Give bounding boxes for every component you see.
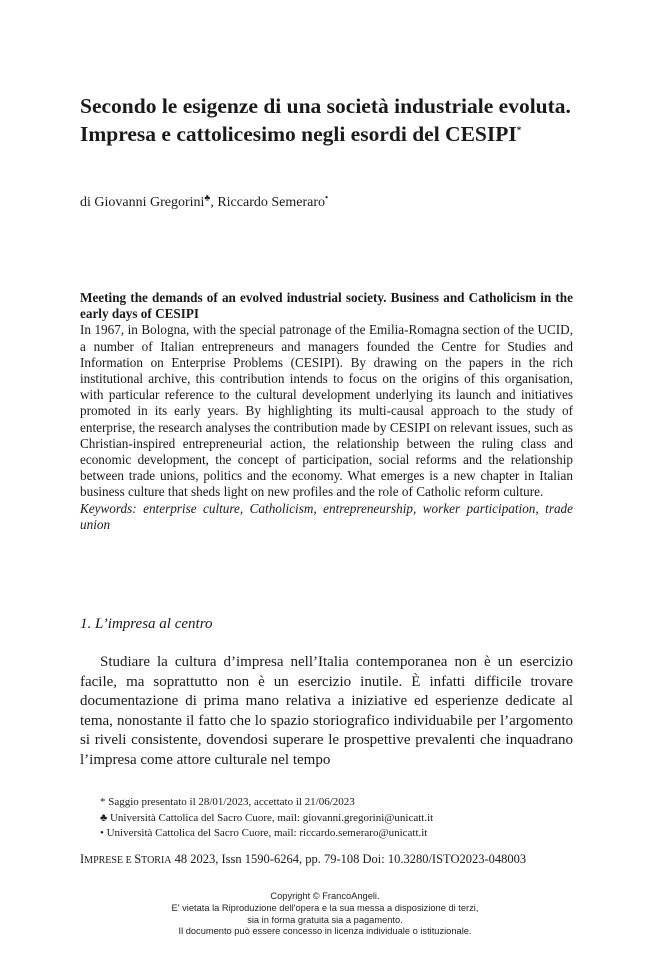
paper-title	[80, 92, 580, 148]
copyright-line-4: Il documento può essere concesso in licenza individuale o istituzionale.	[178, 926, 472, 937]
title-footnote-marker: *	[516, 124, 522, 135]
copyright-notice	[0, 891, 650, 938]
journal-details: 48 2023, Issn 1590-6264, pp. 79-108 Doi: 10.3280/ISTO2023-048003	[171, 852, 527, 866]
abstract	[80, 290, 573, 533]
footnote-submission: * Saggio presentato il 28/01/2023, accettato il 21/06/2023	[100, 796, 355, 808]
abstract-title: Meeting the demands of an evolved industrial society. Business and Catholicism in the early days of CESIPI	[80, 290, 573, 322]
author-name-2: Riccardo Semeraro	[217, 195, 326, 210]
author-1-marker: ♣	[204, 192, 211, 203]
journal-name-initial: I	[80, 852, 85, 866]
footnote-author-1: ♣ Università Cattolica del Sacro Cuore, mail: giovanni.gregorini@unicatt.it	[100, 811, 434, 824]
footnotes	[100, 795, 433, 842]
paper-title-text: Secondo le esigenze di una società industriale evoluta. Impresa e cattolicesimo negli esordi del CESIPI	[80, 94, 571, 146]
copyright-line-1: Copyright © FrancoAngeli.	[270, 891, 380, 901]
author-prefix: di	[80, 195, 95, 210]
journal-name-initial-2: S	[134, 852, 142, 866]
body-paragraph: Studiare la cultura d’impresa nell’Italia contemporanea non è un esercizio facile, ma soprattutto non è un esercizio inutile. È infatti difficile trovare documentazione di prima mano relativa a iniziative ed esperienze dedicate al tema, nonostante il fatto che lo spazio storiografico individuabile per l’argomento si riveli consistente, dovendosi superare le prospettive prevalenti che inquadrano l’impresa come attore culturale nel tempo	[80, 654, 573, 768]
journal-citation	[80, 852, 526, 867]
copyright-line-2: E' vietata la Riproduzione dell'opera e la sua messa a disposizione di terzi,	[171, 902, 479, 913]
abstract-body: In 1967, in Bologna, with the special patronage of the Emilia-Romagna section of the UCID, a number of Italian entrepreneurs and managers founded the Centre for Studies and Information on Enterprise Problems (CESIPI). By drawing on the papers in the rich institutional archive, this contribution intends to focus on the origins of this organisation, with particular reference to the cultural development underlying its launch and initiatives promoted in its early years. By highlighting its multi-causal approach to the study of enterprise, the research analyses the contribution made by CESIPI on relevant issues, such as Christian-inspired entrepreneurial action, the relationship between the ruling class and economic development, the concept of participation, social reforms and the relationship between trade unions, politics and the economy. What emerges is a new chapter in Italian business culture that sheds light on new profiles and the role of Catholic reform culture.	[80, 322, 573, 500]
author-separator: ,	[210, 195, 218, 210]
journal-name-conjunction: E	[123, 855, 135, 866]
journal-name-rest: MPRESE	[84, 855, 124, 866]
keywords: Keywords: enterprise culture, Catholicism, entrepreneurship, worker participation, trade union	[80, 500, 573, 532]
section-heading: 1. L’impresa al centro	[80, 616, 213, 632]
footnote-author-2: • Università Cattolica del Sacro Cuore, mail: riccardo.semeraro@unicatt.it	[100, 827, 428, 839]
copyright-line-3: sia in forma gratuita sia a pagamento.	[247, 914, 403, 925]
journal-name-rest-2: TORIA	[141, 855, 172, 866]
author-line	[80, 194, 328, 212]
author-name-1: Giovanni Gregorini	[94, 195, 205, 210]
author-2-marker: •	[325, 192, 329, 203]
